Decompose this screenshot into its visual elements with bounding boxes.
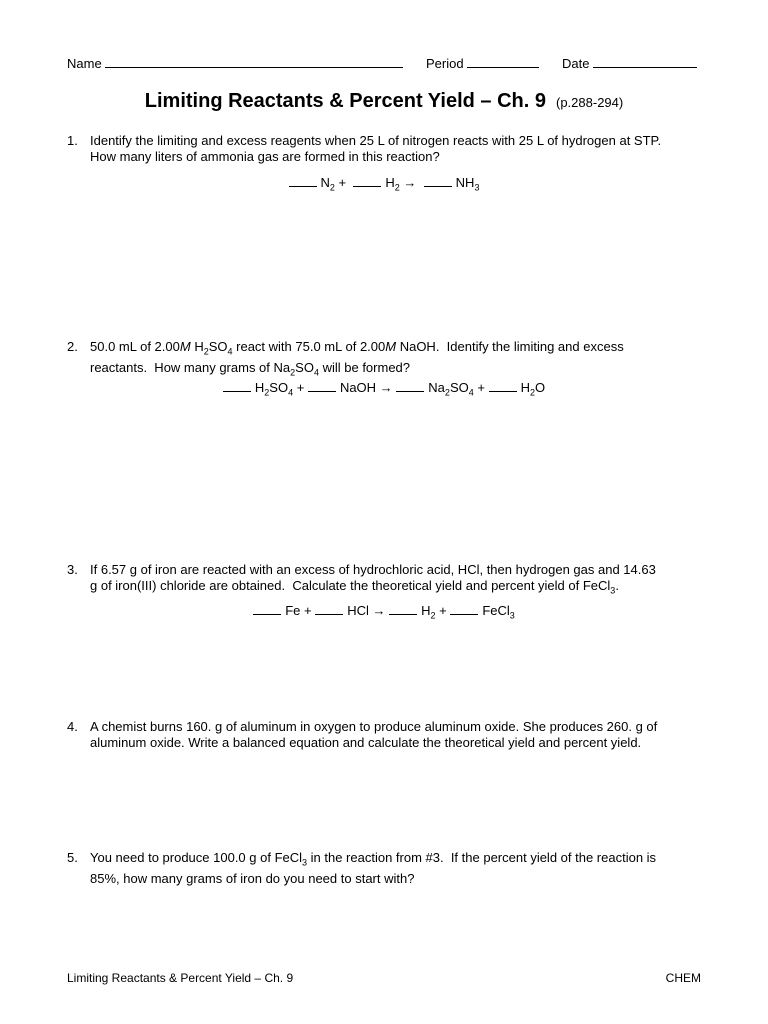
question-2: [67, 339, 707, 380]
formula-part: NH: [455, 175, 475, 190]
question-1: [67, 133, 707, 165]
question-3: [67, 562, 707, 599]
coefficient-blank: [353, 175, 381, 187]
period-blank: [467, 55, 539, 68]
question-number: 5.: [67, 850, 78, 865]
question-line: g of iron(III) chloride are obtained. Calculate the theoretical yield and percent yield of FeCl$_3$.: [90, 578, 619, 596]
coefficient-blank: [315, 603, 343, 615]
question-line: 85%, how many grams of iron do you need to start with?: [90, 870, 415, 886]
name-label: Name: [67, 56, 102, 71]
title-pages: (p.288-294): [556, 95, 624, 110]
title-main: Limiting Reactants & Percent Yield – Ch. 9: [144, 90, 546, 112]
question-line: reactants. How many grams of $Na_2SO_4$ will be formed?: [90, 359, 411, 378]
date-label: Date: [562, 56, 590, 71]
question-line: How many liters of ammonia gas are formed in this reaction?: [90, 149, 440, 164]
question-number: 2.: [67, 339, 78, 354]
question-line: Identify the limiting and excess reagents when 25 L of nitrogen reacts with 25 L of hydrogen at STP.: [90, 133, 662, 148]
coefficient-blank: [253, 603, 281, 615]
coefficient-blank: [396, 380, 424, 392]
formula-part: N: [320, 175, 330, 190]
question-line: aluminum oxide. Write a balanced equation and calculate the theoretical yield and percent yield.: [90, 735, 642, 750]
question-4: [67, 719, 707, 751]
question-line: 50.0 mL of 2.00M $H_2SO_4$ react with 75.0 mL of 2.00M NaOH. Identify the limiting and excess: [90, 339, 624, 357]
formula-part: H: [385, 175, 395, 190]
coefficient-blank: [389, 603, 417, 615]
footer-right: CHEM: [665, 971, 701, 985]
coefficient-blank: [308, 380, 336, 392]
coefficient-blank: [289, 175, 317, 187]
name-blank: [105, 55, 403, 68]
period-label: Period: [426, 56, 464, 71]
coefficient-blank: [223, 380, 251, 392]
subscript: 2: [394, 182, 400, 193]
name-field: [67, 55, 403, 71]
question-line: A chemist burns 160. g of aluminum in oxygen to produce aluminum oxide. She produces 260. g of: [90, 719, 658, 734]
date-blank: [593, 55, 697, 68]
plus-sign: +: [334, 175, 350, 190]
footer-left: Limiting Reactants & Percent Yield – Ch. 9: [67, 971, 294, 985]
equation-2: $H_2SO_4$ + NaOH → $Na_2SO_4 + H_2O$: [0, 380, 768, 398]
equation-1: [0, 175, 768, 193]
question-5: [67, 850, 707, 887]
subscript: 2: [329, 182, 335, 193]
question-number: 1.: [67, 133, 78, 148]
question-number: 4.: [67, 719, 78, 734]
coefficient-blank: [489, 380, 517, 392]
date-field: [562, 55, 697, 71]
subscript: 3: [474, 182, 480, 193]
coefficient-blank: [424, 175, 452, 187]
equation-3: Fe + HCl → $H_2$ + FeCl$_3$: [0, 603, 768, 621]
question-number: 3.: [67, 562, 78, 577]
period-field: [426, 55, 539, 71]
coefficient-blank: [450, 603, 478, 615]
page-title: [0, 90, 768, 113]
question-line: If 6.57 g of iron are reacted with an excess of hydrochloric acid, HCl, then hydrogen gas and 14.63: [90, 562, 656, 577]
arrow: →: [399, 175, 421, 190]
question-line: You need to produce 100.0 g of FeCl$_3$ in the reaction from #3. If the percent yield of the reaction is: [90, 850, 657, 868]
